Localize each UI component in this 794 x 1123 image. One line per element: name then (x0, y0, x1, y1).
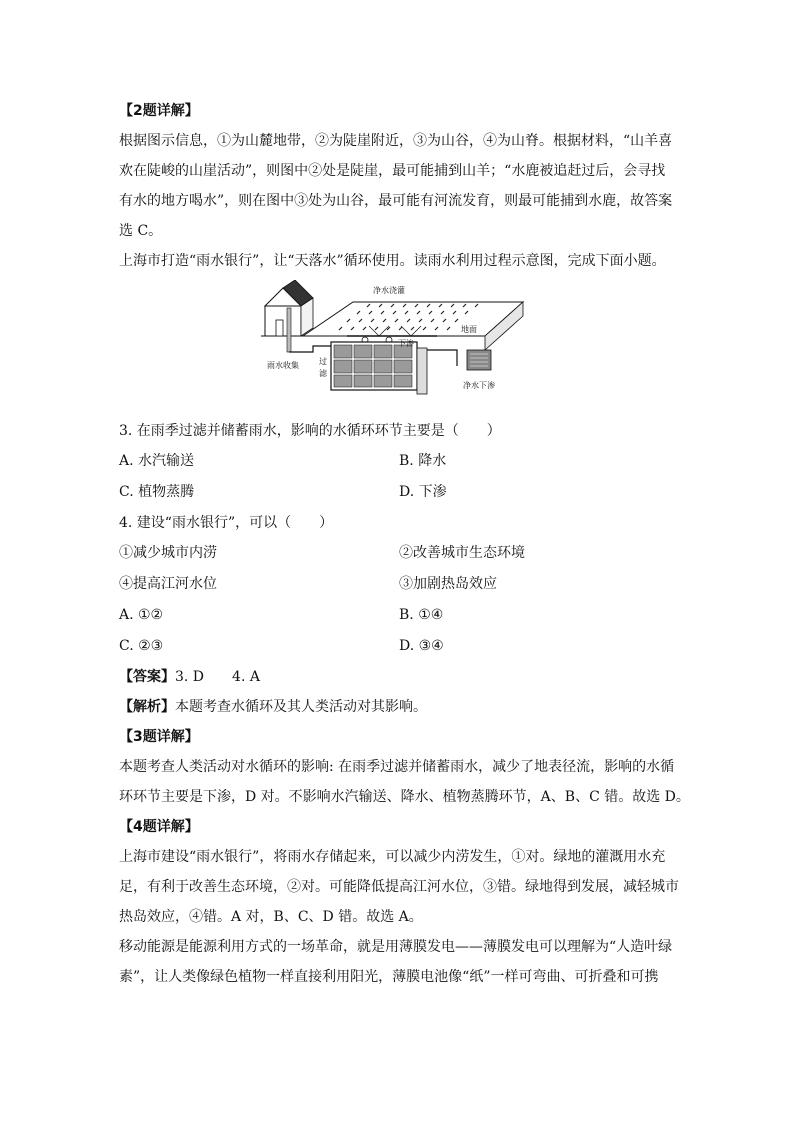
q4-item: ①减少城市内涝 (119, 545, 217, 561)
q4-detail-line: 上海市建设“雨水银行”，将雨水存储起来，可以减少内涝发生，①对。绿地的灌溉用水充 (119, 849, 666, 865)
q4-item: ②改善城市生态环境 (399, 545, 525, 561)
seepage-pipe (427, 350, 457, 366)
analysis-label: 【解析】 (119, 699, 175, 715)
collection-pipe (289, 346, 331, 352)
q4-items-row (119, 569, 679, 600)
rainwater-diagram-svg (261, 280, 526, 410)
q3-options-row (119, 477, 679, 508)
q4-options-row (119, 631, 679, 662)
question-intro: 上海市打造“雨水银行”，让“天落水”循环使用。读雨水利用过程示意图，完成下面小题。 (119, 253, 666, 269)
q2-detail-line: 选 C。 (119, 223, 163, 239)
seepage-box (467, 350, 491, 370)
q4-stem: 4. 建设“雨水银行”，可以（ ） (119, 515, 334, 531)
q2-detail-heading: 【2题详解】 (119, 103, 199, 119)
ground-plane (303, 302, 523, 336)
label-seepage: 净水下渗 (463, 381, 495, 390)
q4-option-d: D. ③④ (399, 638, 444, 654)
q3-option-c: C. 植物蒸腾 (119, 484, 195, 500)
next-passage-line: 移动能源是能源利用方式的一场革命，就是用薄膜发电——薄膜发电可以理解为“人造叶绿 (119, 939, 673, 955)
q4-items-row (119, 538, 679, 569)
answer-text: 3. D 4. A (175, 669, 260, 685)
q4-option-c: C. ②③ (119, 638, 164, 654)
q4-item: ③加剧热岛效应 (399, 576, 497, 592)
next-passage-line: 素”，让人类像绿色植物一样直接利用阳光，薄膜电池像“纸”一样可弯曲、可折叠和可携 (119, 969, 659, 985)
q2-detail-line: 根据图示信息，①为山麓地带，②为陡崖附近，③为山谷，④为山脊。根据材料，“山羊喜 (119, 133, 673, 149)
answer-label: 【答案】 (119, 669, 175, 685)
label-pipe: 下渗 (398, 339, 414, 348)
q4-detail-line: 足，有利于改善生态环境，②对。可能降低提高江河水位，③错。绿地得到发展，减轻城市 (119, 879, 679, 895)
q3-detail-line: 本题考查人类活动对水循环的影响: 在雨季过滤并储蓄雨水，减少了地表径流，影响的水循 (119, 759, 675, 775)
q2-detail-line: 有水的地方喝水”，则在图中③处为山谷，最可能有河流发育，则最可能捕到水鹿，故答案 (119, 193, 673, 209)
house-door (276, 320, 283, 336)
q4-options-row (119, 600, 679, 631)
label-filter-1: 过 (319, 357, 327, 366)
pump-shaft (417, 348, 427, 394)
q3-options-row (119, 446, 679, 477)
q4-detail-heading: 【4题详解】 (119, 819, 199, 835)
q4-option-a: A. ①② (119, 607, 164, 623)
q3-stem: 3. 在雨季过滤并储蓄雨水，影响的水循环环节主要是（ ） (119, 423, 501, 439)
answer-line (119, 662, 679, 692)
q3-option-d: D. 下渗 (399, 484, 447, 500)
q3-option-a: A. 水汽输送 (119, 453, 195, 469)
q3-detail-line: 环环节主要是下渗，D 对。不影响水汽输送、降水、植物蒸腾环节，A、B、C 错。故选 D。 (119, 789, 690, 805)
analysis-text: 本题考查水循环及其人类活动对其影响。 (175, 699, 427, 715)
label-filter-2: 滤 (319, 369, 327, 378)
rainwater-diagram (119, 280, 679, 414)
downpipe (287, 308, 291, 352)
q4-detail-line: 热岛效应，④错。A 对，B、C、D 错。故选 A。 (119, 909, 423, 925)
q4-option-b: B. ①④ (399, 607, 444, 623)
q2-detail-line: 欢在陡峻的山崖活动”，则图中②处是陡崖，最可能捕到山羊；“水鹿被追赶过后，会寻找 (119, 163, 666, 179)
q4-item: ④提高江河水位 (119, 576, 217, 592)
label-irrigation: 净水浇灌 (373, 286, 405, 295)
page-content (119, 96, 690, 992)
label-ground: 地面 (461, 325, 477, 334)
q3-detail-heading: 【3题详解】 (119, 729, 199, 745)
q3-option-b: B. 降水 (399, 453, 447, 469)
analysis-line (119, 692, 679, 722)
label-collection: 雨水收集 (267, 361, 299, 370)
